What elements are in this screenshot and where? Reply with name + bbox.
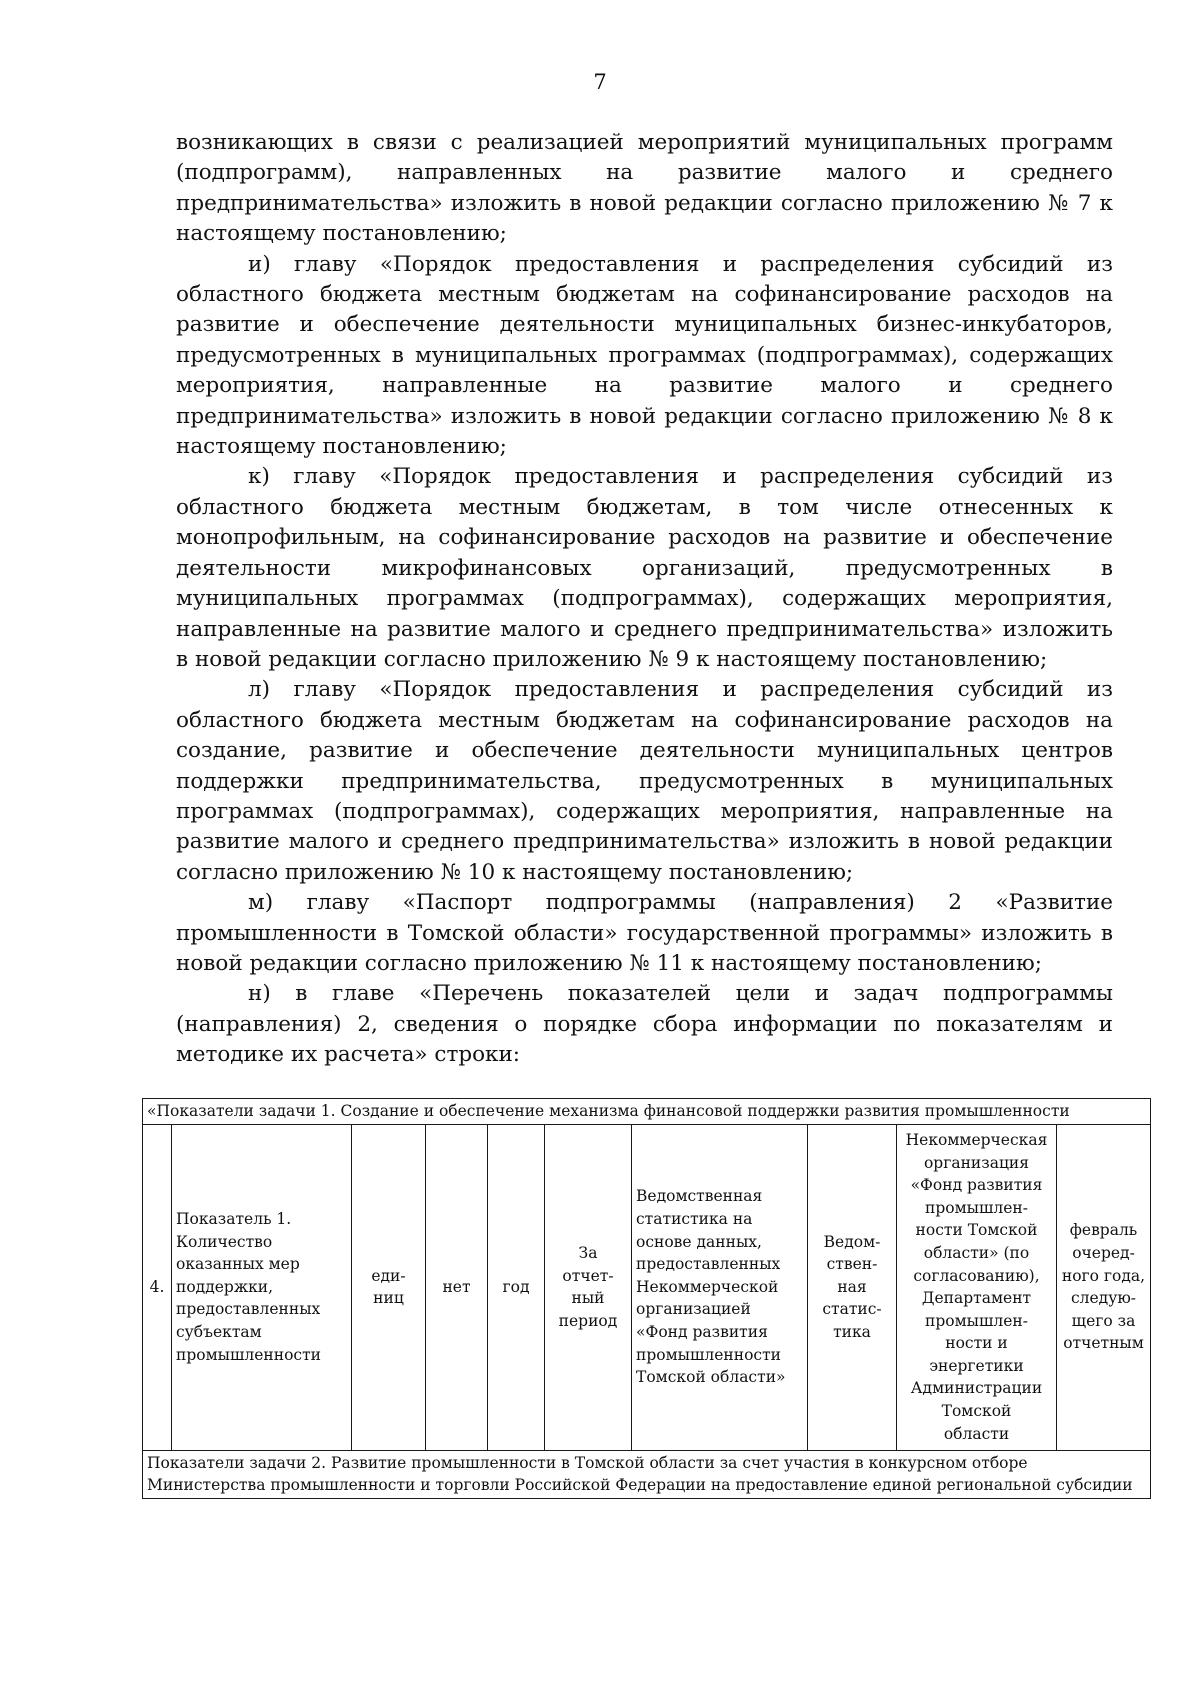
task-2-header: Показатели задачи 2. Развитие промышленности в Томской области за счет участия в конкурсном отборе Министерства промышленности и торговли Российской Федерации на предоставление единой региональной субсидии [143, 1450, 1151, 1498]
indicators-table [142, 1098, 1151, 1499]
paragraph-item-l: л) главу «Порядок предоставления и распределения субсидий из областного бюджета местным бюджетам на софинансирование расходов на создание, развитие и обеспечение деятельности муниципальных центров поддержки предпринимательства, предусмотренных в муниципальных программах (подпрограммах), содержащих мероприятия, направленные на развитие малого и среднего предпринимательства» изложить в новой редакции согласно приложению № 10 к настоящему постановлению; [176, 677, 1113, 885]
paragraph-continuation: возникающих в связи с реализацией мероприятий муниципальных программ (подпрограмм), направленных на развитие малого и среднего предпринимательства» изложить в новой редакции согласно приложению № 7 к настоящему постановлению; [176, 130, 1113, 247]
periodicity-cell: год [488, 1124, 545, 1450]
deadline-cell [1057, 1124, 1151, 1450]
unit-cell [352, 1124, 426, 1450]
paragraph-item-k: к) главу «Порядок предоставления и распределения субсидий из областного бюджета местным бюджетам, в том числе отнесенных к монопрофильным, на софинансирование расходов на развитие и обеспечение деятельности микрофинансовых организаций, предусмотренных в муниципальных программах (подпрограммах), содержащих мероприятия, направленные на развитие малого и среднего предпринимательства» изложить в новой редакции согласно приложению № 9 к настоящему постановлению; [176, 464, 1113, 672]
responsible-cell [897, 1124, 1057, 1450]
task-1-header: «Показатели задачи 1. Создание и обеспечение механизма финансовой поддержки развития промышленности [143, 1099, 1151, 1125]
paragraph-item-m: м) главу «Паспорт подпрограммы (направления) 2 «Развитие промышленности в Томской области» государственной программы» изложить в новой редакции согласно приложению № 11 к настоящему постановлению; [176, 890, 1113, 976]
method-cell: Ведомственная статистика на основе данных, предоставленных Некоммерческой организацией «Фонд развития промышленности Томской области» [632, 1124, 808, 1450]
no-cell: нет [426, 1124, 488, 1450]
deadline-text: февраль очеред- ного года, следую- щего за отчетным [1061, 1221, 1146, 1353]
table-row [143, 1124, 1151, 1450]
unit-text: еди- ниц [371, 1266, 406, 1308]
period-cell [545, 1124, 632, 1450]
paragraph-item-i: и) главу «Порядок предоставления и распределения субсидий из областного бюджета местным бюджетам на софинансирование расходов на развитие и обеспечение деятельности муниципальных бизнес-инкубаторов, предусмотренных в муниципальных программах (подпрограммах), содержащих мероприятия, направленные на развитие малого и среднего предпринимательства» изложить в новой редакции согласно приложению № 8 к настоящему постановлению; [176, 251, 1113, 460]
page-number: 7 [593, 70, 607, 94]
body-text [176, 128, 1113, 1071]
period-text: За отчет- ный период [558, 1243, 618, 1330]
source-text: Ведом- ствен- ная статис- тика [822, 1232, 882, 1341]
indicator-name: Показатель 1. Количество оказанных мер поддержки, предоставленных субъектам промышленности [172, 1124, 352, 1450]
row-number: 4. [143, 1124, 172, 1450]
source-cell [808, 1124, 897, 1450]
paragraph-item-n: н) в главе «Перечень показателей цели и задач подпрограммы (направления) 2, сведения о порядке сбора информации по показателям и методике их расчета» строки: [176, 981, 1113, 1068]
responsible-text: Некоммерческая организация «Фонд развития промышлен- ности Томской области» (по согласованию), Департамент промышлен- ности и энергетики Администрации Томской области [905, 1130, 1048, 1443]
